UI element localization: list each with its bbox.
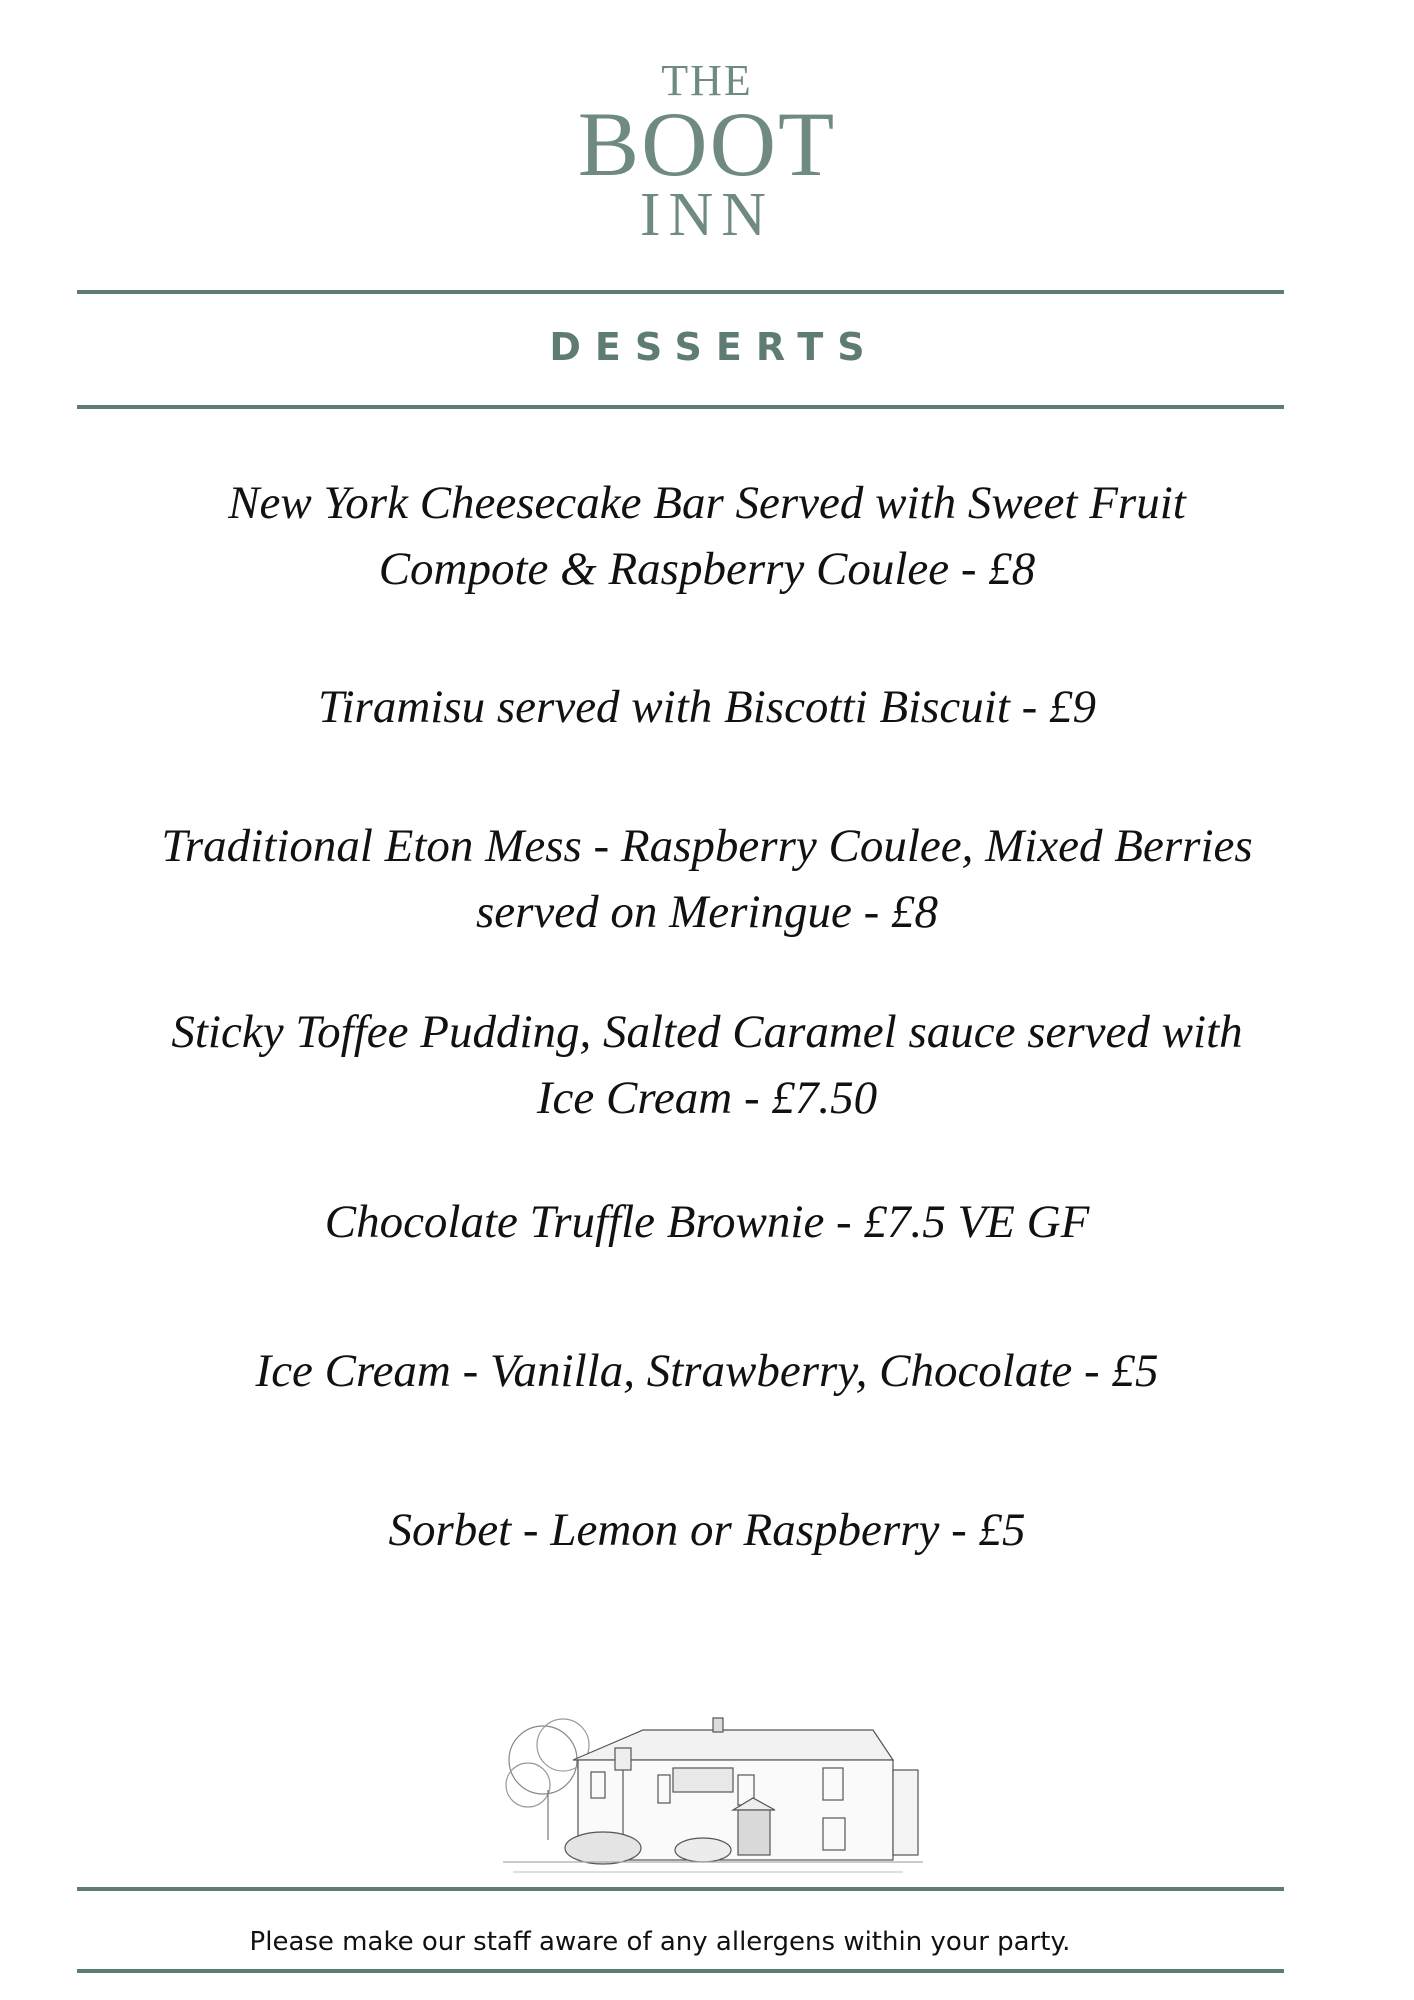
pub-building-drawing <box>503 1690 923 1880</box>
menu-item-brownie: Chocolate Truffle Brownie - £7.5 VE GF <box>324 1196 1090 1248</box>
menu-item-ice-cream: Ice Cream - Vanilla, Strawberry, Chocolate - £5 <box>255 1345 1159 1397</box>
footer-bottom-divider <box>77 1969 1284 1973</box>
logo-line-inn: INN <box>639 181 775 249</box>
menu-item-sticky-toffee: Sticky Toffee Pudding, Salted Caramel sauce served with Ice Cream - £7.50 <box>171 1006 1243 1124</box>
allergen-notice: Please make our staff aware of any allergens within your party. <box>249 1927 1071 1957</box>
menu-item-eton-mess: Traditional Eton Mess - Raspberry Coulee, Mixed Berries served on Meringue - £8 <box>161 820 1253 938</box>
logo-line-boot: BOOT <box>577 93 837 195</box>
menu-item-cheesecake: New York Cheesecake Bar Served with Sweet Fruit Compote & Raspberry Coulee - £8 <box>228 477 1186 595</box>
brand-logo <box>0 50 1414 250</box>
logo-line-the: THE <box>661 56 753 105</box>
section-divider <box>77 405 1284 409</box>
brand-logo-mark <box>557 50 857 250</box>
footer-top-divider <box>77 1887 1284 1891</box>
section-title: DESSERTS <box>549 325 879 369</box>
menu-item-sorbet: Sorbet - Lemon or Raspberry - £5 <box>388 1504 1026 1556</box>
top-divider <box>77 290 1284 294</box>
pub-building-sketch-icon <box>503 1690 923 1880</box>
menu-item-tiramisu: Tiramisu served with Biscotti Biscuit - £9 <box>317 681 1097 733</box>
